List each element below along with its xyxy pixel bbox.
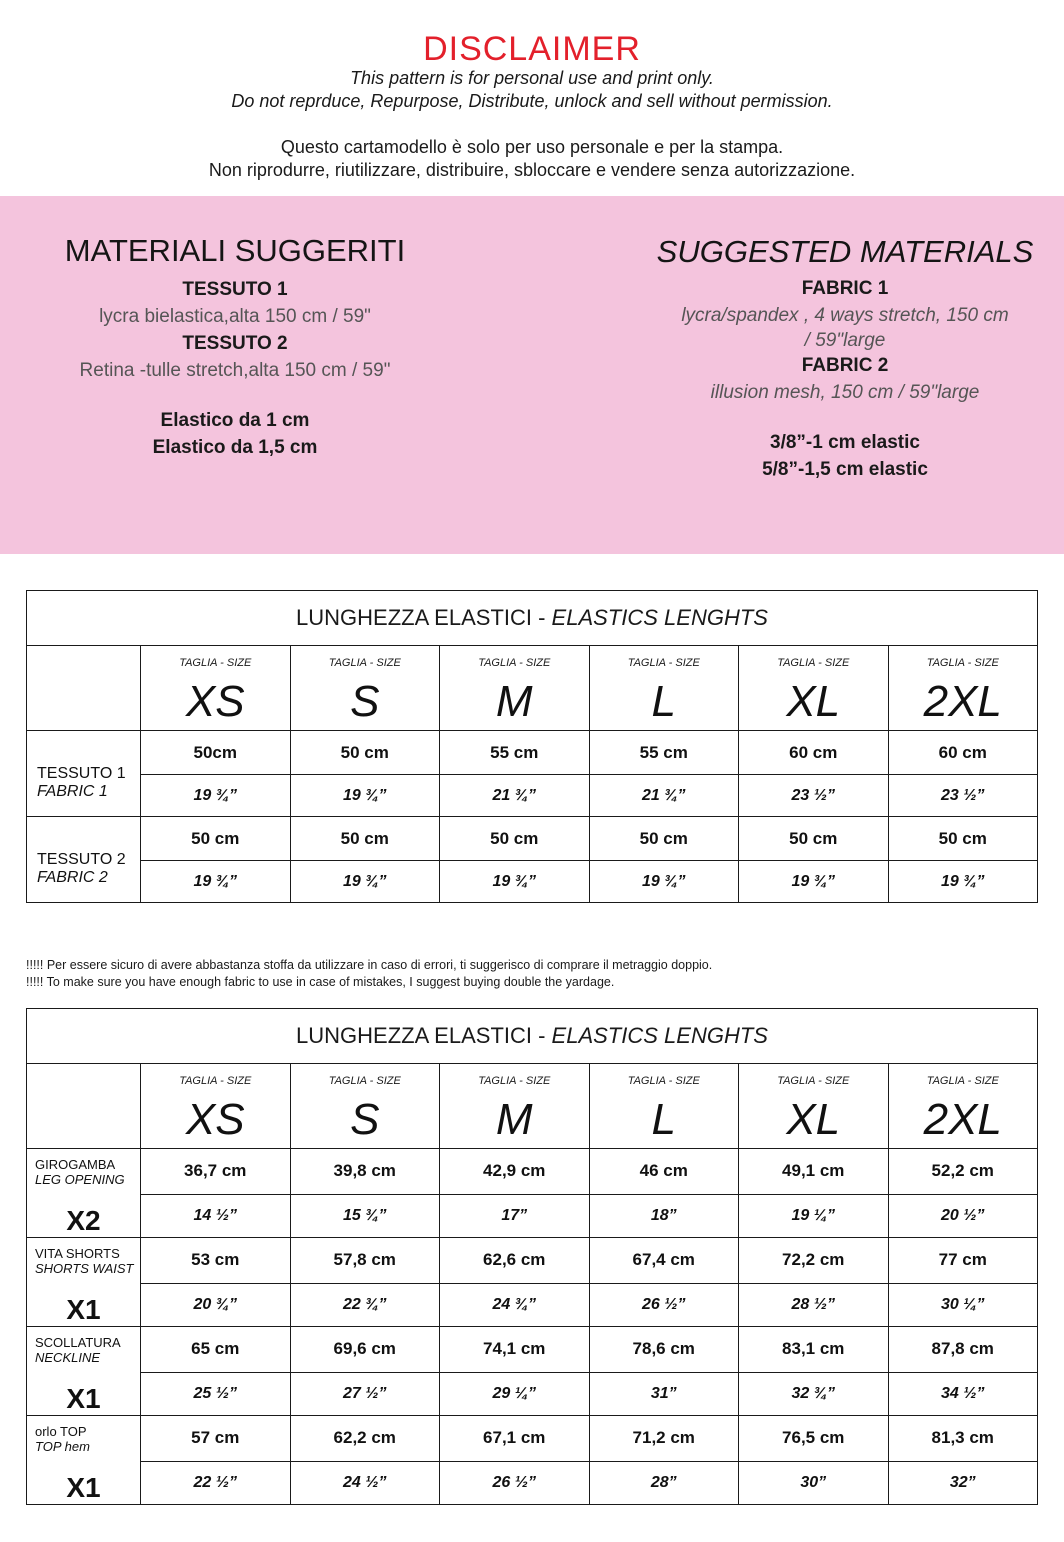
size-label: S [350, 677, 380, 726]
cm-value: 81,3 cm [888, 1416, 1038, 1462]
inch-value: 14 ½” [141, 1194, 291, 1237]
inch-value: 26 ½” [589, 1283, 739, 1326]
en-elastic-2: 5/8”-1,5 cm elastic [762, 459, 928, 480]
cm-value: 50 cm [290, 817, 440, 861]
table1-size-header [888, 646, 1038, 731]
cm-value: 87,8 cm [888, 1327, 1038, 1373]
row-label-en: SHORTS WAIST [35, 1261, 134, 1276]
table2-size-header [888, 1064, 1038, 1149]
inch-value: 29 ¼” [440, 1372, 590, 1415]
table2-size-header [290, 1064, 440, 1149]
inch-value: 28 ½” [739, 1283, 889, 1326]
inch-value: 21 ¾” [589, 775, 739, 817]
cm-value: 39,8 cm [290, 1149, 440, 1195]
cm-value: 60 cm [888, 731, 1038, 775]
row-label-it: TESSUTO 2 [37, 850, 126, 868]
row-label-en: FABRIC 1 [37, 782, 108, 800]
table2-size-header [739, 1064, 889, 1149]
size-tag: TAGLIA - SIZE [179, 657, 252, 669]
table2-title-it: LUNGHEZZA ELASTICI - [296, 1023, 552, 1048]
inch-value: 25 ½” [141, 1372, 291, 1415]
cm-value: 60 cm [739, 731, 889, 775]
disclaimer-en-line-1: This pattern is for personal use and print only. [350, 68, 714, 88]
row-label-it: orlo TOP [35, 1424, 87, 1439]
cm-value: 67,4 cm [589, 1238, 739, 1284]
size-tag: TAGLIA - SIZE [627, 657, 700, 669]
inch-value: 30 ¼” [888, 1283, 1038, 1326]
cm-value: 65 cm [141, 1327, 291, 1373]
table2-row-label [27, 1327, 141, 1416]
en-fabric2-label: FABRIC 2 [801, 355, 889, 376]
inch-value: 30” [739, 1461, 889, 1504]
table1-title-en: ELASTICS LENGHTS [551, 605, 768, 630]
cm-value: 52,2 cm [888, 1149, 1038, 1195]
cm-value: 50 cm [589, 817, 739, 861]
size-tag: TAGLIA - SIZE [478, 1075, 551, 1087]
inch-value: 23 ½” [739, 775, 889, 817]
it-elastic-1: Elastico da 1 cm [160, 410, 310, 431]
size-label: S [350, 1095, 380, 1144]
inch-value: 24 ½” [290, 1461, 440, 1504]
size-tag: TAGLIA - SIZE [627, 1075, 700, 1087]
inch-value: 34 ½” [888, 1372, 1038, 1415]
cm-value: 50 cm [440, 817, 590, 861]
inch-value: 22 ½” [141, 1461, 291, 1504]
inch-value: 18” [589, 1194, 739, 1237]
cm-value: 55 cm [589, 731, 739, 775]
size-label: L [651, 1095, 676, 1144]
quantity-multiplier: X1 [66, 1383, 101, 1414]
size-tag: TAGLIA - SIZE [777, 657, 850, 669]
inch-value: 32” [888, 1461, 1038, 1504]
cm-value: 57 cm [141, 1416, 291, 1462]
cm-value: 78,6 cm [589, 1327, 739, 1373]
en-fabric1-label: FABRIC 1 [801, 278, 889, 299]
inch-value: 32 ¾” [739, 1372, 889, 1415]
size-label: 2XL [923, 677, 1002, 726]
inch-value: 21 ¾” [440, 775, 590, 817]
elastic-lengths-table-1 [26, 590, 1038, 903]
quantity-multiplier: X2 [66, 1205, 101, 1236]
en-fabric1-desc-a: lycra/spandex , 4 ways stretch, 150 cm [681, 305, 1009, 326]
cm-value: 53 cm [141, 1238, 291, 1284]
quantity-multiplier: X1 [66, 1294, 101, 1325]
table2-row-label [27, 1238, 141, 1327]
table2-title-en: ELASTICS LENGHTS [551, 1023, 768, 1048]
en-elastic-1: 3/8”-1 cm elastic [770, 432, 920, 453]
size-label: XL [786, 1095, 841, 1144]
it-fabric1-label: TESSUTO 1 [182, 279, 288, 300]
inch-value: 19 ¾” [290, 861, 440, 903]
cm-value: 50 cm [739, 817, 889, 861]
table2-title [27, 1009, 1038, 1064]
inch-value: 19 ¾” [739, 861, 889, 903]
cm-value: 49,1 cm [739, 1149, 889, 1195]
cm-value: 36,7 cm [141, 1149, 291, 1195]
cm-value: 76,5 cm [739, 1416, 889, 1462]
quantity-multiplier: X1 [66, 1472, 101, 1503]
table2-size-header [440, 1064, 590, 1149]
it-fabric2-label: TESSUTO 2 [182, 333, 288, 354]
it-fabric2-desc: Retina -tulle stretch,alta 150 cm / 59" [79, 360, 391, 381]
inch-value: 19 ¾” [888, 861, 1038, 903]
inch-value: 19 ¾” [440, 861, 590, 903]
cm-value: 62,6 cm [440, 1238, 590, 1284]
disclaimer-it-line-2: Non riprodurre, riutilizzare, distribuire, sbloccare e vendere senza autorizzazione. [208, 160, 856, 180]
table2-row-label [27, 1149, 141, 1238]
size-tag: TAGLIA - SIZE [926, 657, 999, 669]
table1-title-it: LUNGHEZZA ELASTICI - [296, 605, 552, 630]
row-label-en: LEG OPENING [35, 1172, 125, 1187]
inch-value: 31” [589, 1372, 739, 1415]
en-fabric1-desc-b: / 59"large [804, 330, 886, 351]
inch-value: 22 ¾” [290, 1283, 440, 1326]
row-label-it: SCOLLATURA [35, 1335, 121, 1350]
table1-corner-cell [27, 646, 141, 731]
materials-it-title: MATERIALI SUGGERITI [64, 233, 406, 268]
size-label: M [495, 1095, 533, 1144]
cm-value: 67,1 cm [440, 1416, 590, 1462]
table2-size-header [589, 1064, 739, 1149]
size-tag: TAGLIA - SIZE [328, 657, 401, 669]
inch-value: 24 ¾” [440, 1283, 590, 1326]
cm-value: 42,9 cm [440, 1149, 590, 1195]
table1-size-header [589, 646, 739, 731]
materials-english [640, 196, 1050, 481]
row-label-en: TOP hem [35, 1439, 90, 1454]
size-label: 2XL [923, 1095, 1002, 1144]
cm-value: 55 cm [440, 731, 590, 775]
inch-value: 20 ½” [888, 1194, 1038, 1237]
row-label-it: GIROGAMBA [35, 1157, 116, 1172]
cm-value: 74,1 cm [440, 1327, 590, 1373]
inch-value: 19 ¾” [589, 861, 739, 903]
inch-value: 19 ¾” [141, 775, 291, 817]
table2-row-label [27, 1416, 141, 1505]
table1-size-header [739, 646, 889, 731]
inch-value: 17” [440, 1194, 590, 1237]
size-tag: TAGLIA - SIZE [179, 1075, 252, 1087]
row-label-en: NECKLINE [35, 1350, 101, 1365]
cm-value: 62,2 cm [290, 1416, 440, 1462]
cm-value: 46 cm [589, 1149, 739, 1195]
inch-value: 23 ½” [888, 775, 1038, 817]
materials-panel [0, 196, 1064, 554]
cm-value: 50cm [141, 731, 291, 775]
disclaimer-en-line-2: Do not reprduce, Repurpose, Distribute, unlock and sell without permission. [231, 91, 833, 111]
inch-value: 19 ¾” [290, 775, 440, 817]
size-label: M [495, 677, 533, 726]
inch-value: 15 ¾” [290, 1194, 440, 1237]
cm-value: 83,1 cm [739, 1327, 889, 1373]
disclaimer-title: DISCLAIMER [423, 30, 641, 68]
table1-title [27, 591, 1038, 646]
inch-value: 20 ¾” [141, 1283, 291, 1326]
materials-en-title: SUGGESTED MATERIALS [656, 234, 1034, 269]
size-label: XL [786, 677, 841, 726]
cm-value: 57,8 cm [290, 1238, 440, 1284]
inch-value: 19 ¾” [141, 861, 291, 903]
size-tag: TAGLIA - SIZE [478, 657, 551, 669]
table1-row-label [27, 731, 141, 817]
row-label-it: TESSUTO 1 [37, 764, 126, 782]
cm-value: 72,2 cm [739, 1238, 889, 1284]
cm-value: 50 cm [888, 817, 1038, 861]
size-tag: TAGLIA - SIZE [777, 1075, 850, 1087]
table1-row-label [27, 817, 141, 903]
inch-value: 19 ¼” [739, 1194, 889, 1237]
table1-size-header [440, 646, 590, 731]
yardage-note-en: !!!!! To make sure you have enough fabric to use in case of mistakes, I suggest buying double the yardage. [26, 975, 615, 989]
table2-corner-cell [27, 1064, 141, 1149]
cm-value: 77 cm [888, 1238, 1038, 1284]
materials-italian [40, 196, 430, 459]
cm-value: 50 cm [290, 731, 440, 775]
inch-value: 28” [589, 1461, 739, 1504]
table2-size-header [141, 1064, 291, 1149]
inch-value: 26 ½” [440, 1461, 590, 1504]
size-label: L [651, 677, 676, 726]
row-label-it: VITA SHORTS [35, 1246, 120, 1261]
cm-value: 71,2 cm [589, 1416, 739, 1462]
en-fabric2-desc: illusion mesh, 150 cm / 59"large [710, 382, 980, 403]
row-label-en: FABRIC 2 [37, 868, 108, 886]
size-tag: TAGLIA - SIZE [328, 1075, 401, 1087]
table1-size-header [141, 646, 291, 731]
inch-value: 27 ½” [290, 1372, 440, 1415]
it-fabric1-desc: lycra bielastica,alta 150 cm / 59" [99, 306, 371, 327]
disclaimer-it-line-1: Questo cartamodello è solo per uso personale e per la stampa. [280, 137, 784, 157]
size-label: XS [185, 1095, 245, 1144]
elastic-lengths-table-2 [26, 1008, 1038, 1505]
size-tag: TAGLIA - SIZE [926, 1075, 999, 1087]
table1-size-header [290, 646, 440, 731]
yardage-note-it: !!!!! Per essere sicuro di avere abbastanza stoffa da utilizzare in caso di errori, ti suggerisco di comprare il metraggio doppio. [26, 958, 713, 972]
cm-value: 69,6 cm [290, 1327, 440, 1373]
it-elastic-2: Elastico da 1,5 cm [152, 437, 318, 458]
cm-value: 50 cm [141, 817, 291, 861]
size-label: XS [185, 677, 245, 726]
